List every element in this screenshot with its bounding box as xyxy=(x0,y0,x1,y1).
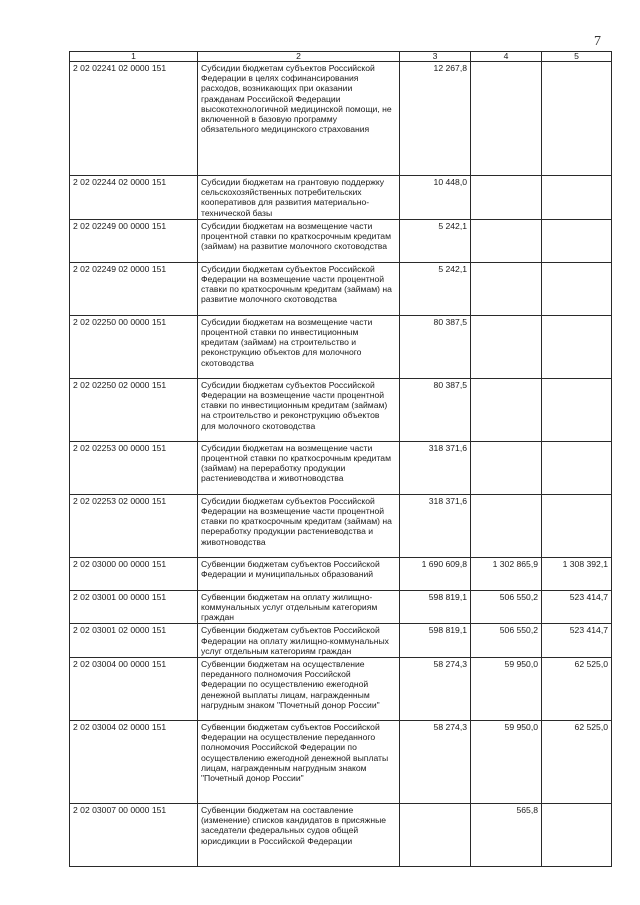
value-col-4 xyxy=(471,262,542,315)
value-col-3: 598 819,1 xyxy=(400,624,471,658)
value-col-3: 318 371,6 xyxy=(400,441,471,494)
budget-code: 2 02 03007 00 0000 151 xyxy=(70,804,198,867)
budget-item-name: Субвенции бюджетам на осуществление переданного полномочия Российской Федерации по осуществлению ежегодной денежной выплаты лицам, награжденным нагрудным знаком "Почетный донор России" xyxy=(198,658,400,721)
budget-code: 2 02 02249 02 0000 151 xyxy=(70,262,198,315)
budget-code: 2 02 02250 02 0000 151 xyxy=(70,378,198,441)
value-col-4 xyxy=(471,441,542,494)
table-row xyxy=(70,721,612,804)
table-row xyxy=(70,658,612,721)
value-col-4 xyxy=(471,219,542,262)
value-col-3 xyxy=(400,804,471,867)
value-col-4 xyxy=(471,176,542,220)
value-col-5: 1 308 392,1 xyxy=(542,557,612,590)
budget-item-name: Субсидии бюджетам на возмещение части процентной ставки по краткосрочным кредитам (займам) на развитие молочного скотоводства xyxy=(198,219,400,262)
value-col-4 xyxy=(471,62,542,176)
budget-item-name: Субвенции бюджетам на оплату жилищно-коммунальных услуг отдельным категориям граждан xyxy=(198,590,400,624)
table-row xyxy=(70,557,612,590)
budget-item-name: Субвенции бюджетам субъектов Российской Федерации на оплату жилищно-коммунальных услуг отдельным категориям граждан xyxy=(198,624,400,658)
value-col-4: 565,8 xyxy=(471,804,542,867)
value-col-5: 62 525,0 xyxy=(542,658,612,721)
value-col-5 xyxy=(542,262,612,315)
budget-item-name: Субсидии бюджетам на грантовую поддержку сельскохозяйственных потребительских кооперативов для развития материально-технической базы xyxy=(198,176,400,220)
value-col-3: 80 387,5 xyxy=(400,315,471,378)
value-col-3: 80 387,5 xyxy=(400,378,471,441)
value-col-5: 523 414,7 xyxy=(542,590,612,624)
table-row xyxy=(70,804,612,867)
header-col-3: 3 xyxy=(400,52,471,62)
budget-item-name: Субсидии бюджетам на возмещение части процентной ставки по инвестиционным кредитам (займам) на строительство и реконструкцию объектов для молочного скотоводства xyxy=(198,315,400,378)
budget-item-name: Субсидии бюджетам субъектов Российской Федерации на возмещение части процентной ставки по инвестиционным кредитам (займам) на строительство и реконструкцию объектов для молочного скотоводства xyxy=(198,378,400,441)
value-col-4: 506 550,2 xyxy=(471,590,542,624)
value-col-5 xyxy=(542,219,612,262)
table-row xyxy=(70,624,612,658)
value-col-4 xyxy=(471,494,542,557)
value-col-5: 62 525,0 xyxy=(542,721,612,804)
value-col-4 xyxy=(471,315,542,378)
table-row xyxy=(70,62,612,176)
value-col-4: 1 302 865,9 xyxy=(471,557,542,590)
value-col-3: 1 690 609,8 xyxy=(400,557,471,590)
table-header xyxy=(70,52,612,62)
budget-code: 2 02 03001 00 0000 151 xyxy=(70,590,198,624)
value-col-3: 12 267,8 xyxy=(400,62,471,176)
value-col-3: 10 448,0 xyxy=(400,176,471,220)
value-col-5 xyxy=(542,176,612,220)
table-row xyxy=(70,494,612,557)
header-col-1: 1 xyxy=(70,52,198,62)
budget-item-name: Субсидии бюджетам субъектов Российской Федерации в целях софинансирования расходов, возникающих при оказании гражданам Российской Федерации высокотехнологичной медицинской помощи, не включенной в базовую программу обязательного медицинского страхования xyxy=(198,62,400,176)
header-col-4: 4 xyxy=(471,52,542,62)
header-col-2: 2 xyxy=(198,52,400,62)
value-col-4 xyxy=(471,378,542,441)
budget-code: 2 02 03000 00 0000 151 xyxy=(70,557,198,590)
table-row xyxy=(70,176,612,220)
budget-code: 2 02 02241 02 0000 151 xyxy=(70,62,198,176)
budget-item-name: Субвенции бюджетам субъектов Российской Федерации и муниципальных образований xyxy=(198,557,400,590)
value-col-3: 58 274,3 xyxy=(400,721,471,804)
value-col-5 xyxy=(542,441,612,494)
value-col-4: 59 950,0 xyxy=(471,658,542,721)
header-col-5: 5 xyxy=(542,52,612,62)
budget-code: 2 02 02253 02 0000 151 xyxy=(70,494,198,557)
table-row xyxy=(70,441,612,494)
table-row xyxy=(70,590,612,624)
value-col-4: 59 950,0 xyxy=(471,721,542,804)
table-row xyxy=(70,262,612,315)
budget-table xyxy=(69,51,612,867)
value-col-3: 58 274,3 xyxy=(400,658,471,721)
page-number: 7 xyxy=(594,34,601,49)
budget-item-name: Субвенции бюджетам субъектов Российской Федерации на осуществление переданного полномочия Российской Федерации по осуществлению ежегодной денежной выплаты лицам, награжденным нагрудным знаком "Почетный донор России" xyxy=(198,721,400,804)
budget-code: 2 02 03004 02 0000 151 xyxy=(70,721,198,804)
value-col-3: 5 242,1 xyxy=(400,262,471,315)
table-row xyxy=(70,378,612,441)
value-col-3: 598 819,1 xyxy=(400,590,471,624)
value-col-5 xyxy=(542,494,612,557)
value-col-5 xyxy=(542,804,612,867)
value-col-5 xyxy=(542,315,612,378)
budget-code: 2 02 02244 02 0000 151 xyxy=(70,176,198,220)
value-col-5 xyxy=(542,378,612,441)
value-col-4: 506 550,2 xyxy=(471,624,542,658)
budget-code: 2 02 03004 00 0000 151 xyxy=(70,658,198,721)
budget-item-name: Субсидии бюджетам на возмещение части процентной ставки по краткосрочным кредитам (займам) на переработку продукции растениеводства и животноводства xyxy=(198,441,400,494)
table-body xyxy=(70,62,612,867)
budget-item-name: Субвенции бюджетам на составление (изменение) списков кандидатов в присяжные заседатели федеральных судов общей юрисдикции в Российской Федерации xyxy=(198,804,400,867)
budget-item-name: Субсидии бюджетам субъектов Российской Федерации на возмещение части процентной ставки по краткосрочным кредитам (займам) на развитие молочного скотоводства xyxy=(198,262,400,315)
budget-code: 2 02 03001 02 0000 151 xyxy=(70,624,198,658)
value-col-5: 523 414,7 xyxy=(542,624,612,658)
budget-code: 2 02 02250 00 0000 151 xyxy=(70,315,198,378)
budget-code: 2 02 02253 00 0000 151 xyxy=(70,441,198,494)
table-row xyxy=(70,315,612,378)
budget-item-name: Субсидии бюджетам субъектов Российской Федерации на возмещение части процентной ставки по краткосрочным кредитам (займам) на переработку продукции растениеводства и животноводства xyxy=(198,494,400,557)
budget-code: 2 02 02249 00 0000 151 xyxy=(70,219,198,262)
table-row xyxy=(70,219,612,262)
value-col-5 xyxy=(542,62,612,176)
value-col-3: 5 242,1 xyxy=(400,219,471,262)
value-col-3: 318 371,6 xyxy=(400,494,471,557)
